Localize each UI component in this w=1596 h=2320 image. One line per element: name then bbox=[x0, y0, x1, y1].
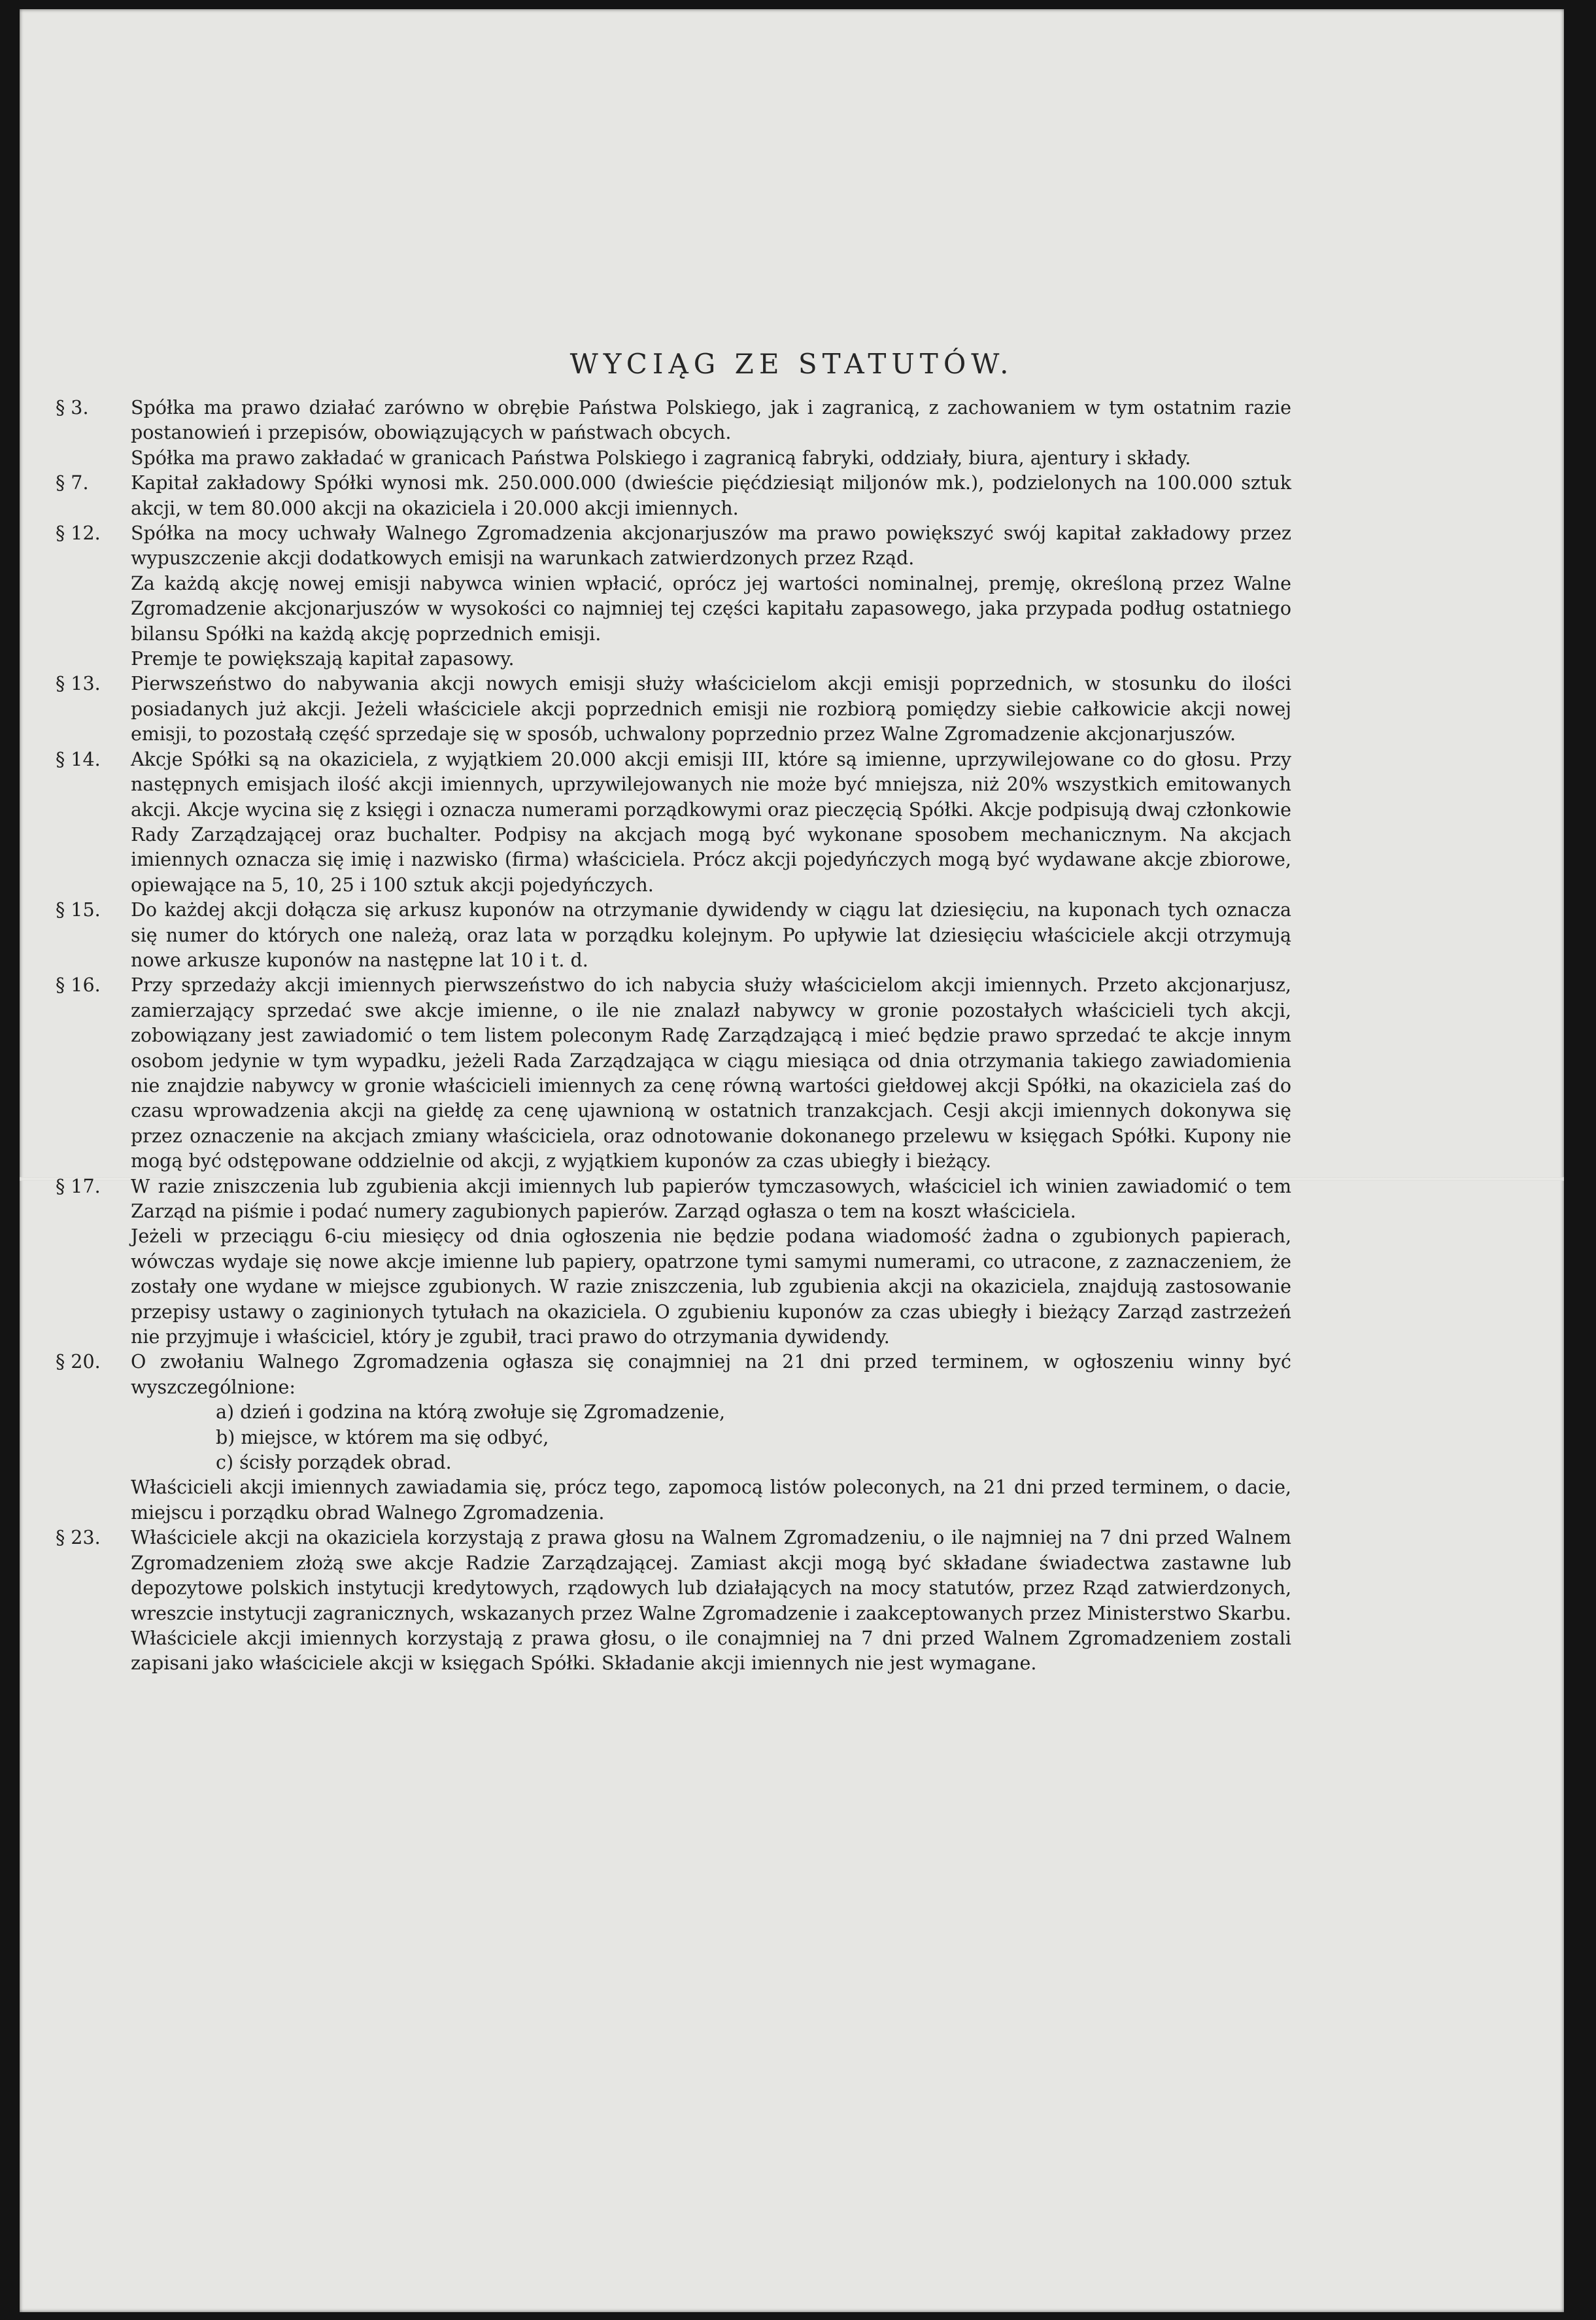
section-number: § 16. bbox=[56, 974, 101, 997]
section-3 bbox=[56, 396, 1291, 471]
section-23 bbox=[56, 1526, 1291, 1676]
section-number: § 14. bbox=[56, 748, 101, 770]
document-title: WYCIĄG ZE STATUTÓW. bbox=[569, 348, 1014, 380]
section-paragraph: Akcje Spółki są na okaziciela, z wyjątkiem 20.000 akcji emisji III, które są imienne, uprzywilejowane co do głosu. Przy następnych emisjach ilość akcji imiennych, uprzywilejowanych nie może być mniejsza, niż 20% wszystkich emitowanych akcji. Akcje wycina się z księgi i oznacza numerami porządkowymi oraz pieczęcią Spółki. Akcje podpisują dwaj członkowie Rady Zarządzającej oraz buchalter. Podpisy na akcjach mogą być wykonane sposobem mechanicznym. Na akcjach imiennych oznacza się imię i nazwisko (firma) właściciela. Prócz akcji pojedyńczych mogą być wydawane akcje zbiorowe, opiewające na 5, 10, 25 i 100 sztuk akcji pojedyńczych. bbox=[131, 748, 1291, 896]
section-number: § 3. bbox=[56, 397, 89, 418]
agenda-list bbox=[131, 1400, 1291, 1475]
section-number: § 20. bbox=[56, 1351, 101, 1373]
section-paragraph: Przy sprzedaży akcji imiennych pierwszeństwo do ich nabycia służy właścicielom akcji imiennych. Przeto akcjonarjusz, zamierzający sprzedać swe akcje imienne, o ile nie znalazł nabywcy w gronie pozostałych właścicieli tych akcji, zobowiązany jest zawiadomić o tem listem poleconym Radę Zarządzającą i mieć będzie prawo sprzedać te akcje innym osobom jedynie w tym wypadku, jeżeli Rada Zarządzająca w ciągu miesiąca od dnia otrzymania takiego zawiadomienia nie znajdzie nabywcy w gronie właścicieli imiennych za cenę równą wartości giełdowej akcji Spółki, na okaziciela zaś do czasu wprowadzenia akcji na giełdę za cenę ujawnioną w ostatnich tranzakcjach. Cesji akcji imiennych dokonywa się przez oznaczenie na akcjach zmiany właściciela, oraz odnotowanie dokonanego przelewu w księgach Spółki. Kupony nie mogą być odstępowane oddzielnie od akcji, z wyjątkiem kuponów za czas ubiegły i bieżący. bbox=[131, 974, 1291, 1172]
section-paragraph: Właścicieli akcji imiennych zawiadamia się, prócz tego, zapomocą listów poleconych, na 21 dni przed terminem, o dacie, miejscu i porządku obrad Walnego Zgromadzenia. bbox=[131, 1476, 1291, 1524]
section-paragraph: Właściciele akcji na okaziciela korzystają z prawa głosu na Walnem Zgromadzeniu, o ile najmniej na 7 dni przed Walnem Zgromadzeniem złożą swe akcje Radzie Zarządzającej. Zamiast akcji mogą być składane świadectwa zastawne lub depozytowe polskich instytucji kredytowych, rządowych lub działających na mocy statutów, przez Rząd zatwierdzonych, wreszcie instytucji zagranicznych, wskazanych przez Walne Zgromadzenie i zaakceptowanych przez Ministerstwo Skarbu. Właściciele akcji imiennych korzystają z prawa głosu, o ile conajmniej na 7 dni przed Walnem Zgromadzeniem zostali zapisani jako właściciele akcji w księgach Spółki. Składanie akcji imiennych nie jest wymagane. bbox=[131, 1527, 1291, 1675]
section-number: § 15. bbox=[56, 899, 101, 921]
section-16 bbox=[56, 973, 1291, 1174]
section-number: § 23. bbox=[56, 1527, 101, 1549]
section-17 bbox=[56, 1174, 1291, 1350]
section-paragraph: Jeżeli w przeciągu 6-ciu miesięcy od dnia ogłoszenia nie będzie podana wiadomość żadna o zgubionych papierach, wówczas wydaje się nowe akcje imienne lub papiery, opatrzone tymi samymi numerami, co utracone, z zaznaczeniem, że zostały one wydane w miejsce zgubionych. W razie zniszczenia, lub zgubienia akcji na okaziciela, znajdują zastosowanie przepisy ustawy o zaginionych tytułach na okaziciela. O zgubieniu kuponów za czas ubiegły i bieżący Zarząd zastrzeżeń nie przyjmuje i właściciel, który je zgubił, traci prawo do otrzymania dywidendy. bbox=[131, 1225, 1291, 1348]
section-number: § 13. bbox=[56, 673, 101, 695]
section-number: § 12. bbox=[56, 522, 101, 545]
section-paragraph: Pierwszeństwo do nabywania akcji nowych emisji służy właścicielom akcji emisji poprzednich, w stosunku do ilości posiadanych już akcji. Jeżeli właściciele akcji poprzednich emisji nie rozbiorą pomiędzy siebie całkowicie akcji nowej emisji, to pozostałą część sprzedaje się w sposób, uchwalony poprzednio przez Walne Zgromadzenie akcjonarjuszów. bbox=[131, 673, 1291, 745]
section-13 bbox=[56, 672, 1291, 747]
section-20 bbox=[56, 1350, 1291, 1526]
section-14 bbox=[56, 747, 1291, 898]
list-item: b) miejsce, w którem ma się odbyć, bbox=[216, 1426, 549, 1448]
section-paragraph: Spółka na mocy uchwały Walnego Zgromadzenia akcjonarjuszów ma prawo powiększyć swój kapitał zakładowy przez wypuszczenie akcji dodatkowych emisji na warunkach zatwierdzonych przez Rząd. bbox=[131, 522, 1291, 570]
section-paragraph: Do każdej akcji dołącza się arkusz kuponów na otrzymanie dywidendy w ciągu lat dziesięciu, na kuponach tych oznacza się numer do których one należą, oraz lata w porządku kolejnym. Po upływie lat dziesięciu właściciele akcji otrzymują nowe arkusze kuponów na następne lat 10 i t. d. bbox=[131, 899, 1291, 971]
section-paragraph: O zwołaniu Walnego Zgromadzenia ogłasza się conajmniej na 21 dni przed terminem, w ogłoszeniu winny być wyszczególnione: bbox=[131, 1351, 1291, 1398]
section-15 bbox=[56, 898, 1291, 973]
section-number: § 17. bbox=[56, 1175, 101, 1197]
section-paragraph: Spółka ma prawo zakładać w granicach Państwa Polskiego i zagranicą fabryki, oddziały, biura, ajentury i składy. bbox=[131, 447, 1191, 469]
list-item: a) dzień i godzina na którą zwołuje się Zgromadzenie, bbox=[216, 1401, 726, 1424]
section-paragraph: Za każdą akcję nowej emisji nabywca winien wpłacić, oprócz jej wartości nominalnej, premję, określoną przez Walne Zgromadzenie akcjonarjuszów w wysokości co najmniej tej części kapitału zapasowego, jaka przypada podług ostatniego bilansu Spółki na każdą akcję poprzednich emisji. bbox=[131, 572, 1291, 645]
section-paragraph: W razie zniszczenia lub zgubienia akcji imiennych lub papierów tymczasowych, właściciel ich winien zawiadomić o tem Zarząd na piśmie i podać numery zagubionych papierów. Zarząd ogłasza o tem na koszt właściciela. bbox=[131, 1175, 1291, 1222]
section-paragraph: Kapitał zakładowy Spółki wynosi mk. 250.000.000 (dwieście pięćdziesiąt miljonów mk.), podzielonych na 100.000 sztuk akcji, w tem 80.000 akcji na okaziciela i 20.000 akcji imiennych. bbox=[131, 472, 1291, 519]
statute-text bbox=[56, 396, 1291, 1677]
section-12 bbox=[56, 521, 1291, 672]
list-item: c) ścisły porządek obrad. bbox=[216, 1452, 452, 1474]
section-number: § 7. bbox=[56, 472, 89, 494]
section-paragraph: Premje te powiększają kapitał zapasowy. bbox=[131, 648, 515, 670]
section-paragraph: Spółka ma prawo działać zarówno w obrębie Państwa Polskiego, jak i zagranicą, z zachowaniem w tym ostatnim razie postanowień i przepisów, obowiązujących w państwach obcych. bbox=[131, 397, 1291, 444]
section-7 bbox=[56, 471, 1291, 521]
